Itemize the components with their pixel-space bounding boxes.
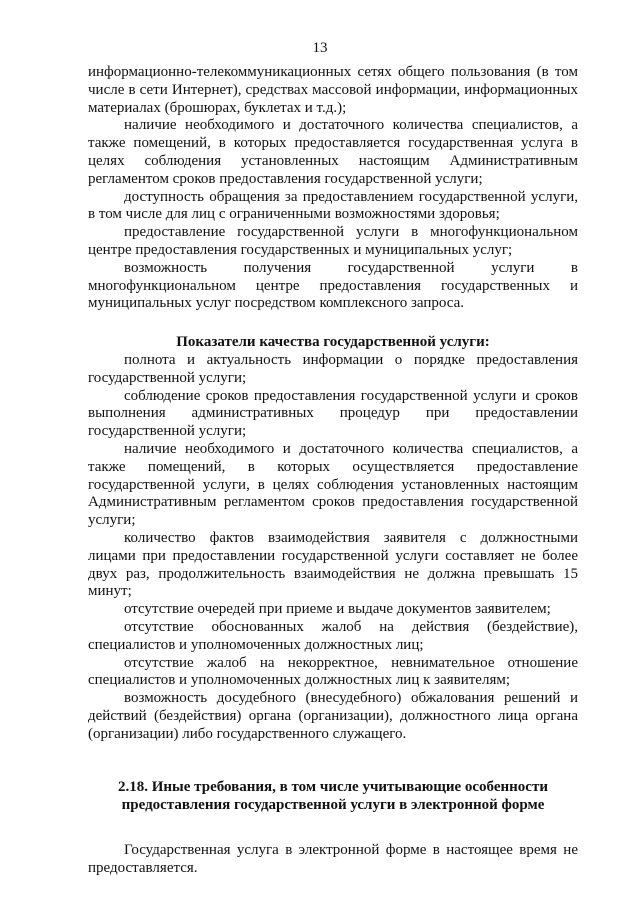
final-paragraph: Государственная услуга в электронной форме в настоящее время не предоставляется.: [88, 842, 578, 876]
paragraph: наличие необходимого и достаточного количества специалистов, а также помещений, в которых предоставляется государственная услуга в целях соблюдения установленных настоящим Административным регламентом сроков предоставления государственной услуги;: [88, 117, 578, 187]
paragraph: возможность получения государственной услуги в многофункциональном центре предоставления государственных и муниципальных услуг посредством комплексного запроса.: [88, 259, 578, 312]
paragraph: предоставление государственной услуги в многофункциональном центре предоставления государственных и муниципальных услуг;: [88, 224, 578, 258]
paragraph: количество фактов взаимодействия заявителя с должностными лицами при предоставлении государственной услуги составляет не более двух раз, продолжительность взаимодействия не должна превышать 15 минут;: [88, 529, 578, 600]
document-body: [88, 64, 578, 878]
paragraph: соблюдение сроков предоставления государственной услуги и сроков выполнения административных процедур при предоставлении государственной услуги;: [88, 387, 578, 440]
paragraph: информационно-телекоммуникационных сетях общего пользования (в том числе в сети Интернет), средствах массовой информации, информационных материалах (брошюрах, буклетах и т.д.);: [88, 64, 578, 116]
paragraph: отсутствие очередей при приеме и выдаче документов заявителем;: [124, 601, 551, 618]
paragraph: отсутствие обоснованных жалоб на действия (бездействие), специалистов и уполномоченных должностных лиц;: [88, 618, 578, 653]
paragraph: полнота и актуальность информации о порядке предоставления государственной услуги;: [88, 351, 578, 386]
quality-heading: Показатели качества государственной услуги:: [176, 334, 490, 351]
page-number: 13: [312, 40, 328, 56]
section-heading-line: 2.18. Иные требования, в том числе учитывающие особенности: [118, 779, 548, 796]
paragraph: доступность обращения за предоставлением государственной услуги, в том числе для лиц с ограниченными возможностями здоровья;: [88, 188, 578, 223]
paragraph: возможность досудебного (внесудебного) обжалования решений и действий (бездействия) органа (организации), должностного лица органа (организации) либо государственного служащего.: [88, 690, 578, 742]
paragraph: наличие необходимого и достаточного количества специалистов, а также помещений, в которых осуществляется предоставление государственной услуги, в целях соблюдения установленных настоящим Административным регламентом сроков предоставления государственной услуги;: [88, 440, 578, 529]
paragraph: отсутствие жалоб на некорректное, невнимательное отношение специалистов и уполномоченных должностных лиц к заявителям;: [88, 654, 578, 689]
section-heading: [88, 779, 578, 815]
section-heading-line: предоставления государственной услуги в электронной форме: [121, 797, 545, 814]
